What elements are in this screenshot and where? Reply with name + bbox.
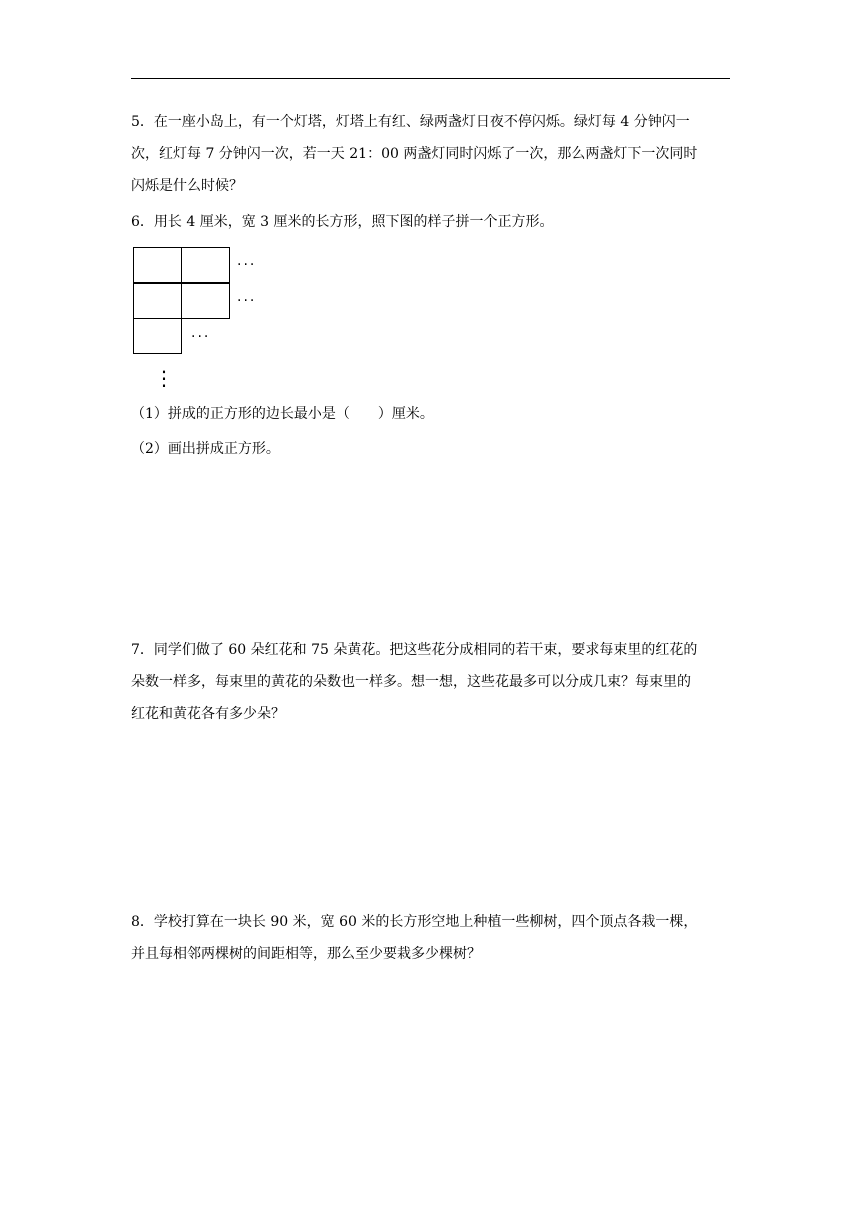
question-7-line-3: 红花和黄花各有多少朵？: [131, 706, 285, 722]
question-6-part-1: （1）拼成的正方形的边长最小是（ ）厘米。: [131, 406, 434, 422]
tile-rectangle: [181, 247, 230, 283]
column-continuation-dots: ⋮: [154, 366, 174, 390]
question-5-line-2: 次，红灯每 7 分钟闪一次，若一天 21：00 两盏灯同时闪烁了一次，那么两盏灯下一次同时: [131, 146, 698, 162]
tile-rectangle: [133, 247, 182, 283]
question-6-stem: 6．用长 4 厘米，宽 3 厘米的长方形，照下图的样子拼一个正方形。: [131, 214, 554, 230]
question-8-line-1: 8．学校打算在一块长 90 米，宽 60 米的长方形空地上种植一些柳树，四个顶点各栽一棵，: [131, 914, 698, 930]
question-7-line-2: 朵数一样多，每束里的黄花的朵数也一样多。想一想，这些花最多可以分成几束？每束里的: [131, 674, 691, 690]
row-continuation-dots: ···: [191, 329, 211, 345]
row-continuation-dots: ···: [237, 257, 257, 273]
header-rule: [131, 78, 730, 79]
question-8-line-2: 并且每相邻两棵树的间距相等，那么至少要栽多少棵树？: [131, 946, 481, 962]
question-5-line-3: 闪烁是什么时候？: [131, 178, 243, 194]
tile-rectangle: [133, 283, 182, 319]
tile-rectangle: [133, 318, 182, 354]
question-5-line-1: 5．在一座小岛上，有一个灯塔，灯塔上有红、绿两盏灯日夜不停闪烁。绿灯每 4 分钟闪一: [131, 114, 690, 130]
row-continuation-dots: ···: [237, 293, 257, 309]
tile-rectangle: [181, 283, 230, 319]
question-6-part-2: （2）画出拼成正方形。: [131, 441, 280, 457]
question-7-line-1: 7．同学们做了 60 朵红花和 75 朵黄花。把这些花分成相同的若干束，要求每束里的红花的: [131, 642, 698, 658]
